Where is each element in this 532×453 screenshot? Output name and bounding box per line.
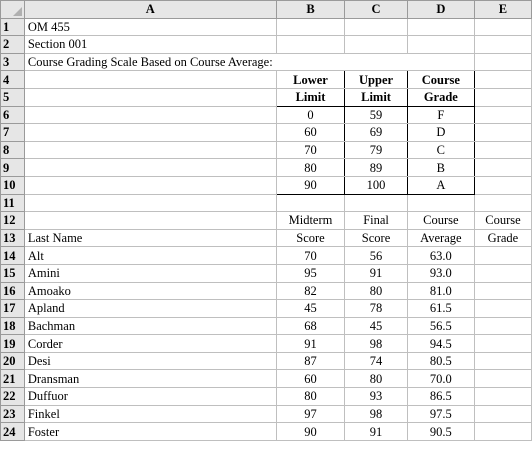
cell-e14[interactable] bbox=[474, 247, 531, 265]
cell-a19[interactable]: Corder bbox=[24, 335, 276, 353]
cell-d17[interactable]: 61.5 bbox=[407, 300, 474, 318]
cell-b8[interactable]: 70 bbox=[276, 141, 345, 159]
row-header[interactable]: 8 bbox=[1, 141, 25, 159]
cell-e22[interactable] bbox=[474, 388, 531, 406]
cell-a6[interactable] bbox=[24, 106, 276, 124]
column-header-e[interactable]: E bbox=[474, 1, 531, 19]
cell-d8[interactable]: C bbox=[407, 141, 474, 159]
cell-c21[interactable]: 80 bbox=[345, 370, 407, 388]
cell-b5[interactable]: Limit bbox=[276, 88, 345, 106]
cell-a4[interactable] bbox=[24, 71, 276, 89]
cell-b16[interactable]: 82 bbox=[276, 282, 345, 300]
cell-a8[interactable] bbox=[24, 141, 276, 159]
cell-b22[interactable]: 80 bbox=[276, 388, 345, 406]
cell-e8[interactable] bbox=[474, 141, 531, 159]
cell-b11[interactable] bbox=[276, 194, 345, 212]
cell-d5[interactable]: Grade bbox=[407, 88, 474, 106]
cell-b13[interactable]: Score bbox=[276, 229, 345, 247]
cell-d4[interactable]: Course bbox=[407, 71, 474, 89]
row-header[interactable]: 15 bbox=[1, 264, 25, 282]
row-header[interactable]: 16 bbox=[1, 282, 25, 300]
cell-c16[interactable]: 80 bbox=[345, 282, 407, 300]
cell-a22[interactable]: Duffuor bbox=[24, 388, 276, 406]
column-header-b[interactable]: B bbox=[276, 1, 345, 19]
row-header[interactable]: 10 bbox=[1, 176, 25, 194]
column-header-c[interactable]: C bbox=[345, 1, 407, 19]
sheet-row bbox=[1, 124, 532, 142]
sheet-row bbox=[1, 352, 532, 370]
cell-b2[interactable] bbox=[276, 36, 345, 54]
row-header[interactable]: 9 bbox=[1, 159, 25, 177]
cell-c24[interactable]: 91 bbox=[345, 423, 407, 441]
cell-e18[interactable] bbox=[474, 317, 531, 335]
cell-b17[interactable]: 45 bbox=[276, 300, 345, 318]
row-header[interactable]: 14 bbox=[1, 247, 25, 265]
sheet-body bbox=[1, 18, 532, 440]
sheet-row bbox=[1, 212, 532, 230]
cell-e15[interactable] bbox=[474, 264, 531, 282]
cell-c22[interactable]: 93 bbox=[345, 388, 407, 406]
cell-a3[interactable]: Course Grading Scale Based on Course Average: bbox=[24, 53, 276, 71]
cell-b14[interactable]: 70 bbox=[276, 247, 345, 265]
row-header[interactable]: 13 bbox=[1, 229, 25, 247]
cell-a24[interactable]: Foster bbox=[24, 423, 276, 441]
cell-d24[interactable]: 90.5 bbox=[407, 423, 474, 441]
cell-a16[interactable]: Amoako bbox=[24, 282, 276, 300]
cell-d7[interactable]: D bbox=[407, 124, 474, 142]
cell-a9[interactable] bbox=[24, 159, 276, 177]
cell-d14[interactable]: 63.0 bbox=[407, 247, 474, 265]
cell-b10[interactable]: 90 bbox=[276, 176, 345, 194]
column-header-d[interactable]: D bbox=[407, 1, 474, 19]
cell-b7[interactable]: 60 bbox=[276, 124, 345, 142]
cell-d6[interactable]: F bbox=[407, 106, 474, 124]
cell-a2[interactable]: Section 001 bbox=[24, 36, 276, 54]
cell-d11[interactable] bbox=[407, 194, 474, 212]
row-header[interactable]: 18 bbox=[1, 317, 25, 335]
column-header-row bbox=[1, 1, 532, 19]
cell-e5[interactable] bbox=[474, 88, 531, 106]
sheet-row bbox=[1, 88, 532, 106]
cell-e10[interactable] bbox=[474, 176, 531, 194]
cell-a20[interactable]: Desi bbox=[24, 352, 276, 370]
cell-b9[interactable]: 80 bbox=[276, 159, 345, 177]
cell-c13[interactable]: Score bbox=[345, 229, 407, 247]
cell-c5[interactable]: Limit bbox=[345, 88, 407, 106]
cell-a10[interactable] bbox=[24, 176, 276, 194]
cell-b24[interactable]: 90 bbox=[276, 423, 345, 441]
cell-c9[interactable]: 89 bbox=[345, 159, 407, 177]
select-all-corner[interactable] bbox=[1, 1, 25, 19]
cell-d18[interactable]: 56.5 bbox=[407, 317, 474, 335]
cell-d12[interactable]: Course bbox=[407, 212, 474, 230]
row-header[interactable]: 21 bbox=[1, 370, 25, 388]
sheet-row bbox=[1, 405, 532, 423]
row-header[interactable]: 6 bbox=[1, 106, 25, 124]
sheet-row bbox=[1, 53, 532, 71]
sheet-row bbox=[1, 282, 532, 300]
cell-b21[interactable]: 60 bbox=[276, 370, 345, 388]
cell-d2[interactable] bbox=[407, 36, 474, 54]
cell-a18[interactable]: Bachman bbox=[24, 317, 276, 335]
cell-c18[interactable]: 45 bbox=[345, 317, 407, 335]
sheet-row bbox=[1, 229, 532, 247]
sheet-row bbox=[1, 194, 532, 212]
sheet-row bbox=[1, 388, 532, 406]
cell-a17[interactable]: Apland bbox=[24, 300, 276, 318]
cell-c1[interactable] bbox=[345, 18, 407, 36]
cell-a12[interactable] bbox=[24, 212, 276, 230]
sheet-row bbox=[1, 247, 532, 265]
cell-c14[interactable]: 56 bbox=[345, 247, 407, 265]
cell-c3[interactable] bbox=[345, 53, 407, 71]
cell-b19[interactable]: 91 bbox=[276, 335, 345, 353]
select-all-icon bbox=[13, 7, 22, 16]
cell-c19[interactable]: 98 bbox=[345, 335, 407, 353]
cell-d23[interactable]: 97.5 bbox=[407, 405, 474, 423]
sheet-row bbox=[1, 370, 532, 388]
cell-a5[interactable] bbox=[24, 88, 276, 106]
cell-c23[interactable]: 98 bbox=[345, 405, 407, 423]
cell-c8[interactable]: 79 bbox=[345, 141, 407, 159]
cell-b20[interactable]: 87 bbox=[276, 352, 345, 370]
cell-e9[interactable] bbox=[474, 159, 531, 177]
row-header[interactable]: 5 bbox=[1, 88, 25, 106]
cell-b18[interactable]: 68 bbox=[276, 317, 345, 335]
cell-e13[interactable]: Grade bbox=[474, 229, 531, 247]
cell-a21[interactable]: Dransman bbox=[24, 370, 276, 388]
cell-c12[interactable]: Final bbox=[345, 212, 407, 230]
cell-c15[interactable]: 91 bbox=[345, 264, 407, 282]
sheet-row bbox=[1, 335, 532, 353]
cell-e20[interactable] bbox=[474, 352, 531, 370]
sheet-row bbox=[1, 141, 532, 159]
cell-d10[interactable]: A bbox=[407, 176, 474, 194]
row-header[interactable]: 20 bbox=[1, 352, 25, 370]
cell-b15[interactable]: 95 bbox=[276, 264, 345, 282]
cell-a11[interactable] bbox=[24, 194, 276, 212]
cell-d20[interactable]: 80.5 bbox=[407, 352, 474, 370]
cell-d13[interactable]: Average bbox=[407, 229, 474, 247]
cell-c11[interactable] bbox=[345, 194, 407, 212]
row-header[interactable]: 12 bbox=[1, 212, 25, 230]
cell-e19[interactable] bbox=[474, 335, 531, 353]
cell-c17[interactable]: 78 bbox=[345, 300, 407, 318]
cell-b4[interactable]: Lower bbox=[276, 71, 345, 89]
sheet-row bbox=[1, 264, 532, 282]
column-header-a[interactable]: A bbox=[24, 1, 276, 19]
cell-b12[interactable]: Midterm bbox=[276, 212, 345, 230]
row-header[interactable]: 1 bbox=[1, 18, 25, 36]
sheet-row bbox=[1, 106, 532, 124]
cell-e17[interactable] bbox=[474, 300, 531, 318]
row-header[interactable]: 2 bbox=[1, 36, 25, 54]
cell-d15[interactable]: 93.0 bbox=[407, 264, 474, 282]
row-header[interactable]: 22 bbox=[1, 388, 25, 406]
cell-e2[interactable] bbox=[474, 36, 531, 54]
row-header[interactable]: 3 bbox=[1, 53, 25, 71]
row-header[interactable]: 23 bbox=[1, 405, 25, 423]
cell-d3[interactable] bbox=[407, 53, 474, 71]
cell-d19[interactable]: 94.5 bbox=[407, 335, 474, 353]
cell-e7[interactable] bbox=[474, 124, 531, 142]
row-header[interactable]: 7 bbox=[1, 124, 25, 142]
sheet-row bbox=[1, 18, 532, 36]
cell-e16[interactable] bbox=[474, 282, 531, 300]
cell-e3[interactable] bbox=[474, 53, 531, 71]
cell-b3[interactable] bbox=[276, 53, 345, 71]
sheet-row bbox=[1, 71, 532, 89]
cell-c6[interactable]: 59 bbox=[345, 106, 407, 124]
row-header[interactable]: 24 bbox=[1, 423, 25, 441]
sheet-row bbox=[1, 176, 532, 194]
sheet-row bbox=[1, 36, 532, 54]
cell-d1[interactable] bbox=[407, 18, 474, 36]
cell-c2[interactable] bbox=[345, 36, 407, 54]
cell-a1[interactable]: OM 455 bbox=[24, 18, 276, 36]
cell-a13[interactable]: Last Name bbox=[24, 229, 276, 247]
cell-d9[interactable]: B bbox=[407, 159, 474, 177]
cell-b23[interactable]: 97 bbox=[276, 405, 345, 423]
row-header[interactable]: 11 bbox=[1, 194, 25, 212]
cell-e6[interactable] bbox=[474, 106, 531, 124]
row-header[interactable]: 4 bbox=[1, 71, 25, 89]
cell-e1[interactable] bbox=[474, 18, 531, 36]
cell-e11[interactable] bbox=[474, 194, 531, 212]
sheet-row bbox=[1, 300, 532, 318]
row-header[interactable]: 17 bbox=[1, 300, 25, 318]
cell-c7[interactable]: 69 bbox=[345, 124, 407, 142]
cell-a7[interactable] bbox=[24, 124, 276, 142]
sheet-row bbox=[1, 317, 532, 335]
cell-d16[interactable]: 81.0 bbox=[407, 282, 474, 300]
cell-c4[interactable]: Upper bbox=[345, 71, 407, 89]
cell-e23[interactable] bbox=[474, 405, 531, 423]
cell-d22[interactable]: 86.5 bbox=[407, 388, 474, 406]
cell-d21[interactable]: 70.0 bbox=[407, 370, 474, 388]
cell-c10[interactable]: 100 bbox=[345, 176, 407, 194]
cell-c20[interactable]: 74 bbox=[345, 352, 407, 370]
cell-e4[interactable] bbox=[474, 71, 531, 89]
cell-e12[interactable]: Course bbox=[474, 212, 531, 230]
row-header[interactable]: 19 bbox=[1, 335, 25, 353]
cell-e21[interactable] bbox=[474, 370, 531, 388]
cell-b1[interactable] bbox=[276, 18, 345, 36]
sheet-row bbox=[1, 159, 532, 177]
cell-e24[interactable] bbox=[474, 423, 531, 441]
cell-a15[interactable]: Amini bbox=[24, 264, 276, 282]
sheet-row bbox=[1, 423, 532, 441]
cell-a14[interactable]: Alt bbox=[24, 247, 276, 265]
cell-b6[interactable]: 0 bbox=[276, 106, 345, 124]
cell-a23[interactable]: Finkel bbox=[24, 405, 276, 423]
